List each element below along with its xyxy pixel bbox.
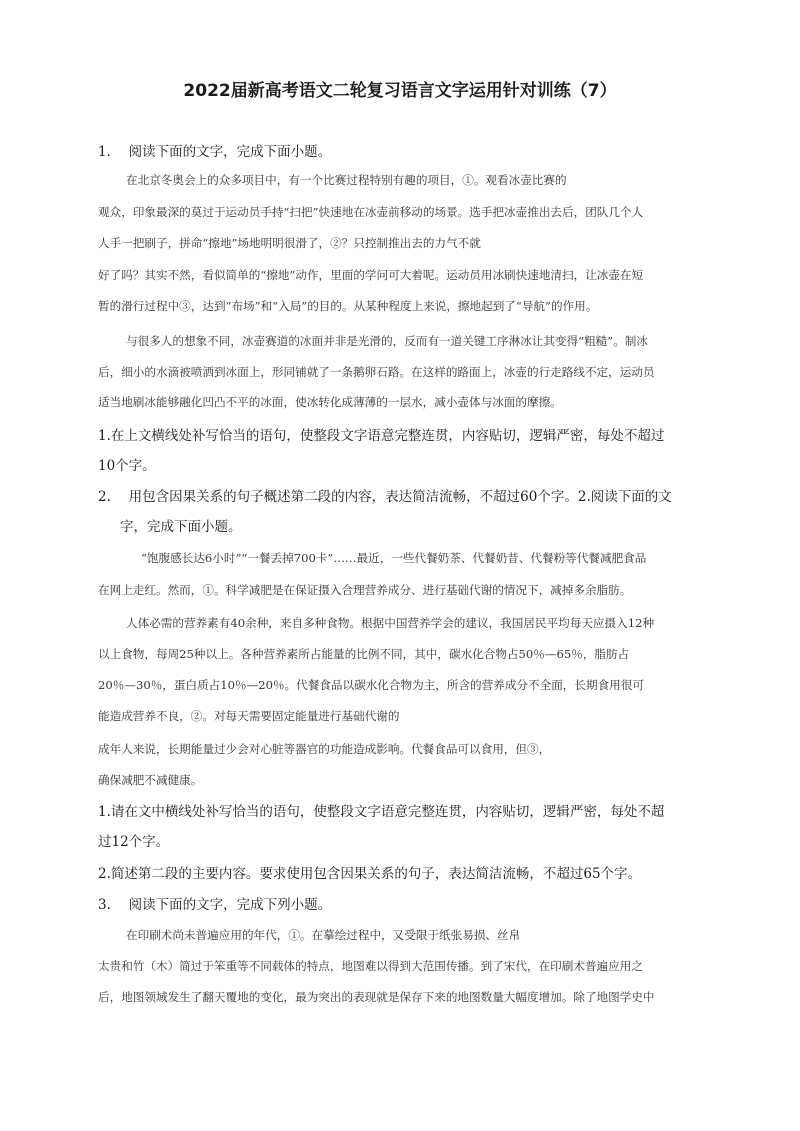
text-line: 在北京冬奥会上的众多项目中，有一个比赛过程特别有趣的项目，①。观看冰壶比赛的 bbox=[126, 173, 567, 187]
text-line: 能造成营养不良，②。对每天需要固定能量进行基础代谢的 bbox=[98, 709, 400, 723]
text-line: 以上食物，每周25种以上。各种营养素所占能量的比例不同，其中，碳水化合物占50％—65％，脂肪占 bbox=[98, 647, 630, 661]
text-line: 人手一把刷子，拼命“擦地”场地明明很滑了，②？只控制推出去的力气不就 bbox=[98, 236, 481, 250]
document-title: 2022届新高考语文二轮复习语言文字运用针对训练（7） bbox=[183, 81, 617, 101]
text-line: 10个字。 bbox=[98, 458, 156, 474]
text-line: 后，地图领域发生了翻天覆地的变化，最为突出的表现就是保存下来的地图数量大幅度增加。除了地图学史中 bbox=[98, 990, 655, 1004]
text-line: 成年人来说，长期能量过少会对心脏等器官的功能造成影响。代餐食品可以食用，但③， bbox=[98, 742, 551, 756]
text-line: 1.在上文横线处补写恰当的语句，使整段文字语意完整连贯，内容贴切，逻辑严密，每处不超过 bbox=[98, 428, 665, 444]
text-line: 2. 用包含因果关系的句子概述第二段的内容，表达简洁流畅，不超过60个字。2.阅读下面的文 bbox=[98, 489, 672, 505]
text-line: 人体必需的营养素有40余种，来自多种食物。根据中国营养学会的建议，我国居民平均每天应摄入12种 bbox=[126, 616, 655, 630]
text-line: 与很多人的想象不同，冰壶赛道的冰面并非是光滑的，反而有一道关键工序淋冰让其变得“粗糙”。制冰 bbox=[126, 334, 648, 348]
text-line: 太贵和竹（木）简过于笨重等不同载体的特点，地图难以得到大范围传播。到了宋代，在印刷术普遍应用之 bbox=[98, 959, 643, 973]
text-line: 适当地刷冰能够融化凹凸不平的冰面，使冰转化成薄薄的一层水，减小壶体与冰面的摩擦。 bbox=[98, 395, 562, 409]
text-line: 字，完成下面小题。 bbox=[120, 519, 242, 535]
text-line: 1. 阅读下面的文字，完成下面小题。 bbox=[98, 144, 332, 160]
text-line: 后，细小的水滴被喷洒到冰面上，形同铺就了一条鹅卵石路。在这样的路面上，冰壶的行走路线不定，运动员 bbox=[98, 365, 655, 379]
text-line: 观众，印象最深的莫过于运动员手持“扫把”快速地在冰壶前移动的场景。选手把冰壶推出去后，团队几个人 bbox=[98, 205, 644, 219]
text-line: 在网上走红。然而，①。科学减肥是在保证摄入合理营养成分、进行基础代谢的情况下，减掉多余脂肪。 bbox=[98, 583, 632, 597]
text-line: 3. 阅读下面的文字，完成下列小题。 bbox=[98, 897, 332, 913]
text-line: 1.请在文中横线处补写恰当的语句，使整段文字语意完整连贯，内容贴切，逻辑严密，每处不超 bbox=[98, 804, 665, 820]
text-line: “饱腹感长达6小时”“一餐丢掉700卡”……最近，一些代餐奶茶、代餐奶昔、代餐粉等代餐减肥食品 bbox=[141, 551, 647, 565]
text-line: 确保减肥不减健康。 bbox=[98, 773, 203, 787]
text-line: 2.简述第二段的主要内容。要求使用包含因果关系的句子，表达简洁流畅，不超过65个字。 bbox=[98, 866, 642, 882]
text-line: 过12个字。 bbox=[98, 834, 170, 850]
text-line: 暂的滑行过程中③，达到“布场”和“入局”的目的。从某种程度上来说，擦地起到了“导航”的作用。 bbox=[98, 299, 598, 313]
text-line: 20％—30％，蛋白质占10％—20％。代餐食品以碳水化合物为主，所含的营养成分不全面，长期食用很可 bbox=[98, 678, 644, 692]
text-line: 在印刷术尚未普遍应用的年代，①。在摹绘过程中，又受限于纸张易损、丝帛 bbox=[126, 928, 521, 942]
text-line: 好了吗？其实不然，看似简单的“擦地”动作，里面的学问可大着呢。运动员用冰刷快速地清扫，让冰壶在短 bbox=[98, 268, 644, 282]
